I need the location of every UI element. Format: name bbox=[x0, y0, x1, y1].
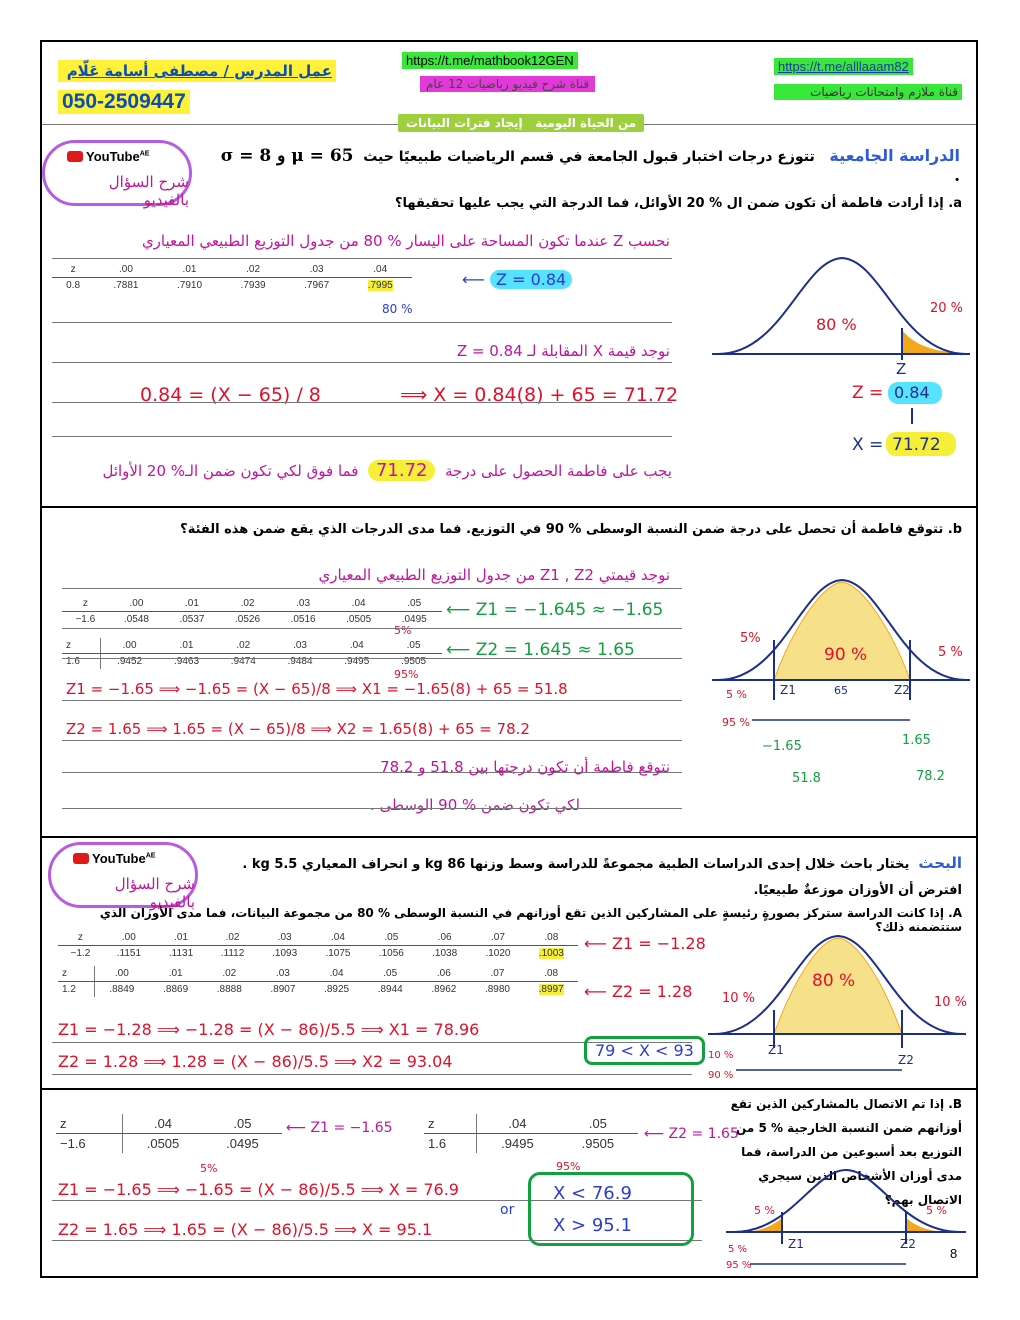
graph-d-p5l: 5 % bbox=[754, 1204, 775, 1217]
video-caption: شرح السؤال بالفيديو bbox=[114, 875, 195, 911]
divider-1 bbox=[42, 506, 976, 508]
channel-link-1[interactable]: https://t.me/mathbook12GEN bbox=[402, 52, 578, 69]
section-heading: من الحياة اليومية إيجاد فترات البيانات bbox=[398, 114, 644, 132]
youtube-logo-icon: YouTube$^{AE}$ bbox=[73, 851, 155, 866]
hw-b-z1: ⟵ Z1 = −1.645 ≈ −1.65 bbox=[446, 600, 664, 620]
youtube-logo-icon: YouTube$^{AE}$ bbox=[67, 149, 149, 164]
graph-b-b95: 95 % bbox=[722, 716, 750, 729]
ztable-a-header: z .00 .01 .02 .03 .04 bbox=[52, 262, 412, 278]
author-credit: عمل المدرس / مصطفى أسامة عَلّام bbox=[58, 60, 336, 82]
channel-link-1-desc: قناة شرح فيديو رياضيات 12 عام bbox=[420, 76, 595, 92]
hw-c-range: 79 < X < 93 bbox=[584, 1036, 705, 1065]
graph-d bbox=[726, 1166, 972, 1272]
graph-c-p10r: 10 % bbox=[934, 995, 968, 1010]
hw-b-z2: ⟵ Z2 = 1.645 ≈ 1.65 bbox=[446, 640, 635, 660]
graph-c-p10l: 10 % bbox=[722, 991, 756, 1006]
hw-d-p5: 5% bbox=[200, 1162, 218, 1175]
hw-a-eq1: 0.84 = (X − 65) / 8 bbox=[140, 384, 321, 406]
hw-c-eq1: Z1 = −1.28 ⟹ −1.28 = (X − 86)/5.5 ⟹ X1 = 78.96 bbox=[58, 1020, 480, 1039]
graph-c-b10: 10 % bbox=[708, 1050, 734, 1061]
hw-a-line1: نحسب Z عندما تكون المساحة على اليسار % 80 من جدول التوزيع الطبيعي المعياري bbox=[141, 232, 670, 250]
graph-a-zlabel: Z = bbox=[852, 383, 884, 403]
graph-b-v1: −1.65 bbox=[762, 739, 802, 754]
hw-a-pct: 80 % bbox=[382, 302, 413, 316]
graph-b-x1: 51.8 bbox=[792, 771, 821, 786]
ztable-a-row: 0.8 .7881 .7910 .7939 .7967 .7995 bbox=[66, 280, 393, 291]
graph-b-p5r: 5 % bbox=[938, 645, 963, 660]
graph-c-b90: 90 % bbox=[708, 1070, 734, 1081]
hw-b-line1: نوجد قيمتي Z1 , Z2 من جدول التوزيع الطبيعي المعياري bbox=[318, 566, 670, 584]
phone-number: 050-2509447 bbox=[58, 90, 190, 114]
graph-b-b5: 5 % bbox=[726, 688, 747, 701]
hw-a-conclusion: يجب على فاطمة الحصول على درجة 71.72 فما فوق لكي تكون ضمن الـ% 20 الأوائل bbox=[102, 460, 672, 481]
graph-a-curve bbox=[718, 258, 966, 354]
hw-d-eq2: Z2 = 1.65 ⟹ 1.65 = (X − 86)/5.5 ⟹ X = 95.1 bbox=[58, 1220, 433, 1239]
problem2-part-b: B. إذا تم الاتصال بالمشاركين الذين تقع أوزانهم ضمن النسبة الخارجية % 5 من التوزيع بعد أسبوعين من الدراسة، فما مدى أوزان الأشخاص الذين سيجري الاتصال بهم؟ bbox=[730, 1097, 962, 1207]
graph-a-z: Z bbox=[896, 360, 907, 378]
graph-b-center: 65 bbox=[834, 684, 848, 697]
graph-d-b5: 5 % bbox=[728, 1244, 748, 1255]
graph-c-z1: Z1 bbox=[768, 1043, 784, 1057]
ztable-a bbox=[52, 262, 412, 293]
hw-a-z: ⟵ Z = 0.84 bbox=[462, 270, 572, 289]
channel-link-2-desc: قناة ملازم وامتحانات رياضيات bbox=[774, 84, 962, 100]
graph-b-shaded bbox=[774, 582, 910, 680]
graph-b-z1: Z1 bbox=[780, 683, 796, 697]
graph-c-p80: 80 % bbox=[812, 971, 856, 991]
problem1-part-b: b. تتوقع فاطمة أن تحصل على درجة ضمن النسبة الوسطى % 90 في التوزيع. فما مدى الدرجات الذي يقع ضمن هذه الفئة؟ bbox=[180, 522, 962, 537]
graph-d-z1: Z1 bbox=[788, 1237, 804, 1251]
graph-d-curve bbox=[734, 1170, 960, 1232]
video-caption: شرح السؤال بالفيديو bbox=[108, 173, 189, 209]
graph-a-p80: 80 % bbox=[816, 315, 857, 334]
hw-d-z1: ⟵ Z1 = −1.65 bbox=[286, 1120, 393, 1136]
graph-b-p90: 90 % bbox=[824, 645, 868, 665]
graph-b-v2: 1.65 bbox=[902, 733, 931, 748]
graph-a-xval: 71.72 bbox=[892, 435, 941, 455]
channel-link-2[interactable]: https://t.me/alllaaam82 bbox=[774, 58, 913, 75]
graph-a-xlabel: X = bbox=[852, 435, 884, 455]
youtube-badge-2[interactable] bbox=[48, 842, 198, 911]
graph-c bbox=[708, 930, 968, 1090]
ztable-d1: z .04 .05 −1.6 .0505 .0495 bbox=[56, 1114, 282, 1153]
ztable-c2: z .00 .01 .02 .03 .04 .05 .06 .07 .08 1.2 .8849 .8869 .8888 .8907 .8925 .8944 .8962 .8980 .8997 bbox=[58, 966, 578, 997]
graph-b-x2: 78.2 bbox=[916, 769, 945, 784]
ztable-b2: z .00 .01 .02 .03 .04 .05 1.6 .9452 .9463 .9474 .9484 .9495 .9505 bbox=[62, 638, 442, 669]
hw-b-conclusion-2: لكي تكون ضمن % 90 الوسطى . bbox=[370, 796, 580, 814]
hw-d-p95: 95% bbox=[556, 1160, 581, 1173]
ztable-b1: z .00 .01 .02 .03 .04 .05 −1.6 .0548 .0537 .0526 .0516 .0505 .0495 bbox=[62, 596, 442, 627]
hw-b-conclusion-1: نتوقع فاطمة أن تكون درجتها بين 51.8 و 78.2 bbox=[380, 758, 670, 776]
graph-b-p5l: 5% bbox=[740, 631, 761, 646]
problem1-statement: الدراسة الجامعية تتوزع درجات اختبار قبول الجامعة في قسم الرياضيات طبيعيًا حيث σ = 8 و μ = 65 . bbox=[220, 146, 960, 186]
hw-c-z1: ⟵ Z1 = −1.28 bbox=[584, 934, 706, 953]
youtube-badge[interactable] bbox=[42, 140, 192, 209]
problem2-statement: البحث يختار باحث خلال إحدى الدراسات الطبية مجموعةً للدراسة وسط وزنها 86 kg و انحراف المعياري 5.5 kg . افترض أن الأوزان موزعةٌ طبيعيًا. bbox=[242, 854, 962, 898]
hw-b-p95: 95% bbox=[394, 668, 419, 681]
graph-d-p5r: 5 % bbox=[926, 1204, 947, 1217]
graph-a-zval: 0.84 bbox=[894, 383, 930, 402]
graph-d-z2: Z2 bbox=[900, 1237, 916, 1251]
graph-d-b95: 95 % bbox=[726, 1260, 752, 1271]
hw-b-eq1: Z1 = −1.65 ⟹ −1.65 = (X − 65)/8 ⟹ X1 = −1.65(8) + 65 = 51.8 bbox=[66, 680, 568, 698]
hw-c-z2: ⟵ Z2 = 1.28 bbox=[584, 982, 693, 1001]
hw-d-eq1: Z1 = −1.65 ⟹ −1.65 = (X − 86)/5.5 ⟹ X = 76.9 bbox=[58, 1180, 459, 1199]
ztable-c1: z .00 .01 .02 .03 .04 .05 .06 .07 .08 −1.2 .1151 .1131 .1112 .1093 .1075 .1056 .1038 .1020 .1003 bbox=[58, 930, 578, 961]
page-number: 8 bbox=[950, 1246, 958, 1261]
ztable-d2: z .04 .05 1.6 .9495 .9505 bbox=[424, 1114, 638, 1153]
graph-a bbox=[712, 250, 972, 470]
hw-d-r1: X < 76.9 bbox=[553, 1183, 632, 1204]
problem2-part-a: A. إذا كانت الدراسة ستركز بصورةٍ رئيسةٍ على المشاركين الذين تقع أوزانهم في النسبة الوسطى % 80 من مجموعة البيانات، فما مدى الأوزان الذي ستتضمنه ذلك؟ bbox=[99, 906, 962, 934]
divider-2 bbox=[42, 836, 976, 838]
hw-a-eq2: ⟹ X = 0.84(8) + 65 = 71.72 bbox=[400, 384, 679, 406]
graph-a-p20: 20 % bbox=[930, 301, 964, 316]
graph-b bbox=[712, 570, 972, 790]
hw-b-p5: 5% bbox=[394, 624, 412, 637]
problem1-part-a: a. إذا أرادت فاطمة أن تكون ضمن ال % 20 الأوائل، فما الدرجة التي يجب عليها تحقيقها؟ bbox=[395, 196, 962, 211]
hw-d-answer-box bbox=[528, 1172, 694, 1246]
hw-d-or: or bbox=[500, 1202, 515, 1218]
divider-3 bbox=[42, 1088, 976, 1090]
hw-a-line2: نوجد قيمة X المقابلة لـ Z = 0.84 bbox=[456, 342, 670, 360]
hw-c-eq2: Z2 = 1.28 ⟹ 1.28 = (X − 86)/5.5 ⟹ X2 = 93.04 bbox=[58, 1052, 453, 1071]
hw-d-r2: X > 95.1 bbox=[553, 1215, 632, 1236]
graph-b-z2: Z2 bbox=[894, 683, 910, 697]
hw-b-eq2: Z2 = 1.65 ⟹ 1.65 = (X − 65)/8 ⟹ X2 = 1.65(8) + 65 = 78.2 bbox=[66, 720, 530, 738]
hw-d-z2: ⟵ Z2 = 1.65 bbox=[644, 1126, 739, 1142]
graph-c-z2: Z2 bbox=[898, 1053, 914, 1067]
